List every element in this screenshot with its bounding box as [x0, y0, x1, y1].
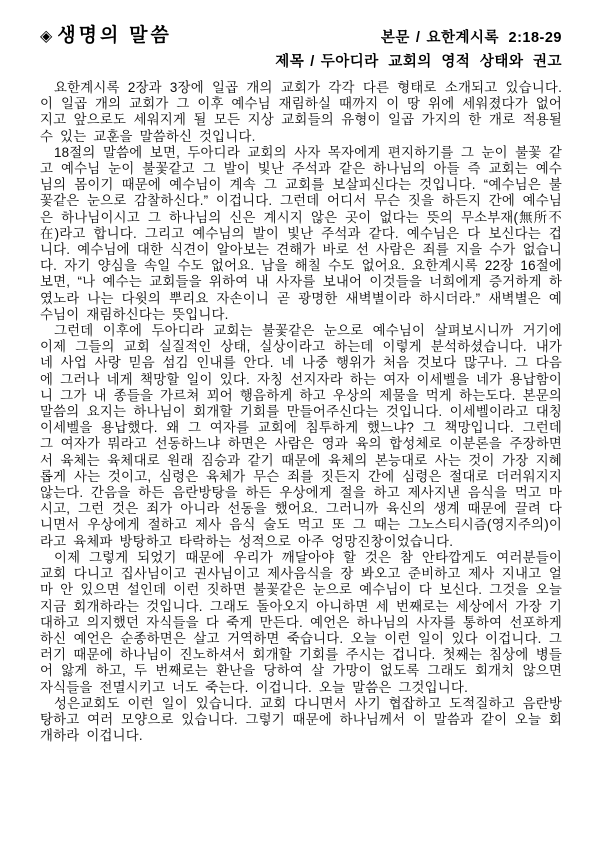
body-paragraph-repentance: 이제 그렇게 되었기 때문에 우리가 깨달아야 할 것은 참 안타깝게도 여러분들이 교회 다니고 집사님이고 권사님이고 제사음식을 장 봐오고 준비하고 제사 지내고 얼마 안 있으면 설인데 이런 짓하면 불꽃같은 눈으로 예수님이 다 보신다. 그것을 오늘 지금 회개하라는 것입니다. 그래도 돌아오지 아니하면 세 번째로는 세상에서 가장 기대하고 의지했던 자식들을 다 죽게 만든다. 예언은 하나님의 사자를 통하여 선포하게 하신 예언은 순종하면은 살고 거역하면 죽습니다. 오늘 이런 일이 있다 이겁니다. 그러기 때문에 하나님이 진노하셔서 회개할 기회를 주시는 겁니다. 첫째는 침상에 병들어 앓게 하고, 두 번째로는 환난을 당하여 살 가망이 없도록 그래도 회개치 않으면 자식들을 전멸시키고 너도 죽는다. 이겁니다. 오늘 말씀은 그것입니다. [40, 549, 562, 695]
scripture-reference-value: 요한계시록 2:18-29 [426, 30, 562, 46]
sermon-title [40, 50, 562, 71]
scripture-reference-separator: / [415, 30, 421, 46]
sermon-title-separator: / [310, 54, 315, 70]
body-paragraph-intro: 요한계시록 2장과 3장에 일곱 개의 교회가 각각 다른 형태로 소개되고 있습니다. 이 일곱 개의 교회가 그 이후 예수님 재림하실 때까지 이 땅 위에 세워졌다가 없어지고 앞으로도 세워지게 될 모든 지상 교회들의 유형이 일곱 가지의 한 개로 적용될 수 있는 교훈을 말씀하신 것입니다. [40, 80, 562, 144]
body-paragraph-jezebel: 그런데 이후에 두아디라 교회는 불꽃같은 눈으로 예수님이 살펴보시니까 거기에 이제 그들의 교회 실질적인 상태, 실상이라고 하는데 이렇게 분석하셨습니다. 내가 네 사업 사랑 믿음 섬김 인내를 안다. 네 나중 행위가 처음 것보다 많구나. 그 다음에 그러나 네게 책망할 일이 있다. 자칭 선지자라 하는 여자 이세벨을 네가 용납함이니 그가 내 종들을 가르쳐 꾀어 행음하게 하고 우상의 제물을 먹게 하는도다. 본문의 말씀의 요지는 하나님이 회개할 기회를 만들어주신다는 것입니다. 이세벨이라고 대칭 이세벨을 용납했다. 왜 그 여자를 교회에 침투하게 했느냐? 그 책망입니다. 그런데 그 여자가 뭐라고 선동하느냐 하면은 사람은 영과 육의 합성체로 이분론을 주장하면서 육체는 육체대로 원래 짐승과 같기 때문에 육체의 본능대로 사는 것이 가장 지혜롭게 사는 것이고, 심령은 육체가 무슨 죄를 짓든지 간에 심령은 절대로 더러워지지 않는다. 간음을 하든 음란방탕을 하든 우상에게 절을 하고 제사지낸 음식을 먹고 마시고, 그런 것은 죄가 아니라 선동을 했어요. 그러니까 육신의 생계 때문에 끌려 다니면서 우상에게 절하고 제사 음식 술도 먹고 또 그 때는 그노스티시즘(영지주의)이라고 육체파 방탕하고 타락하는 성적으로 아주 엉망진창이었습니다. [40, 323, 562, 549]
masthead-title: 생명의 말씀 [57, 25, 172, 46]
body-paragraph-verse18: 18절의 말씀에 보면, 두아디라 교회의 사자 목자에게 편지하기를 그 눈이 불꽃 같고 예수님 눈이 불꽃같고 그 발이 빛난 주석과 같은 하나님의 아들 즉 교회는 예수님의 몸이기 때문에 예수님이 계속 그 교회를 보살피신다는 것입니다. “예수님은 불꽃같은 눈으로 감찰하신다.” 이겁니다. 그런데 어디서 무슨 짓을 하든지 간에 예수님은 하나님이시고 그 하나님의 신은 계시지 않은 곳이 없다는 뜻의 무소부재(無所不在)라고 합니다. 그리고 예수님의 발이 빛난 주석과 같다. 예수님은 다 보신다는 겁니다. 예수님에 대한 식견이 알아보는 견해가 바로 선 사람은 죄를 지을 수가 없습니다. 자기 양심을 속일 수도 없어요. 남을 해칠 수도 없어요. 요한계시록 22장 16절에 보면, “나 예수는 교회들을 위하여 내 사자를 보내어 이것들을 너희에게 증거하게 하였노라 나는 다윗의 뿌리요 자손이니 곧 광명한 새벽별이라 하시더라.” 새벽별은 예수님이 재림하신다는 뜻입니다. [40, 144, 562, 322]
sermon-title-label: 제목 [275, 54, 305, 70]
body-paragraph-closing: 성은교회도 이런 일이 있습니다. 교회 다니면서 사기 협잡하고 도적질하고 음란방탕하고 여러 모양으로 있습니다. 그렇기 때문에 하나님께서 이 말씀과 같이 오늘 회개하라 이겁니다. [40, 695, 562, 744]
page-header [40, 20, 562, 47]
sermon-body [40, 80, 562, 744]
masthead [40, 20, 172, 47]
scripture-reference [381, 26, 562, 47]
sermon-title-value: 두아디라 교회의 영적 상태와 권고 [320, 54, 562, 70]
diamond-icon: ◈ [40, 28, 53, 45]
scripture-reference-label: 본문 [380, 30, 410, 46]
title-row [40, 50, 562, 71]
